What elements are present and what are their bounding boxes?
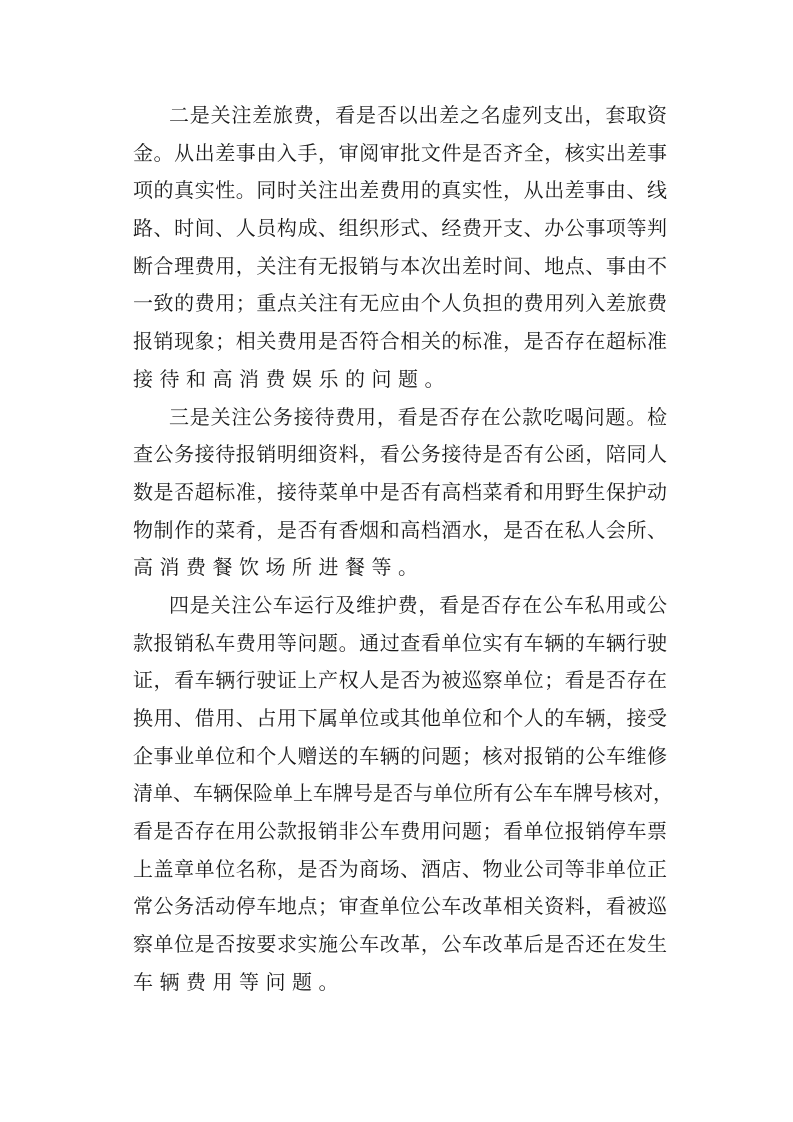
text-line: 物制作的菜肴，是否有香烟和高档酒水，是否在私人会所、 [133,517,667,542]
text-line: 一致的费用；重点关注有无应由个人负担的费用列入差旅费 [133,291,667,316]
text-line: 款报销私车费用等问题。通过查看单位实有车辆的车辆行驶 [133,630,667,655]
text-line: 接待和高消费娱乐的问题。 [133,366,451,391]
paragraph [133,587,673,1002]
paragraph [133,399,667,587]
text-line: 证，看车辆行驶证上产权人是否为被巡察单位；看是否存在 [133,668,667,693]
text-line: 断合理费用，关注有无报销与本次出差时间、地点、事由不 [133,253,667,278]
paragraph [133,97,667,399]
text-line: 三是关注公务接待费用，看是否存在公款吃喝问题。检 [169,404,667,429]
text-line: 常公务活动停车地点；审查单位公车改革相关资料，看被巡 [133,894,667,919]
text-line: 路、时间、人员构成、组织形式、经费开支、办公事项等判 [133,216,667,241]
text-line: 项的真实性。同时关注出差费用的真实性，从出差事由、线 [133,178,667,203]
text-line: 数是否超标准，接待菜单中是否有高档菜肴和用野生保护动 [133,479,667,504]
text-line: 高消费餐饮场所进餐等。 [133,555,425,580]
text-line: 企事业单位和个人赠送的车辆的问题；核对报销的公车维修 [133,743,667,768]
text-line: 报销现象；相关费用是否符合相关的标准，是否存在超标准 [133,329,667,354]
text-line: 上盖章单位名称，是否为商场、酒店、物业公司等非单位正 [133,856,667,881]
text-line: 看是否存在用公款报销非公车费用问题；看单位报销停车票 [133,819,667,844]
text-line: 清单、车辆保险单上车牌号是否与单位所有公车车牌号核对， [133,781,673,806]
document-body [133,97,673,1002]
text-line: 二是关注差旅费，看是否以出差之名虚列支出，套取资 [169,103,667,127]
text-line: 换用、借用、占用下属单位或其他单位和个人的车辆，接受 [133,706,667,730]
text-line: 金。从出差事由入手，审阅审批文件是否齐全，核实出差事 [133,140,667,165]
text-line: 车辆费用等问题。 [133,969,345,994]
text-line: 察单位是否按要求实施公车改革，公车改革后是否还在发生 [133,932,667,957]
text-line: 查公务接待报销明细资料，看公务接待是否有公函，陪同人 [133,442,667,467]
text-line: 四是关注公车运行及维护费，看是否存在公车私用或公 [169,592,667,617]
